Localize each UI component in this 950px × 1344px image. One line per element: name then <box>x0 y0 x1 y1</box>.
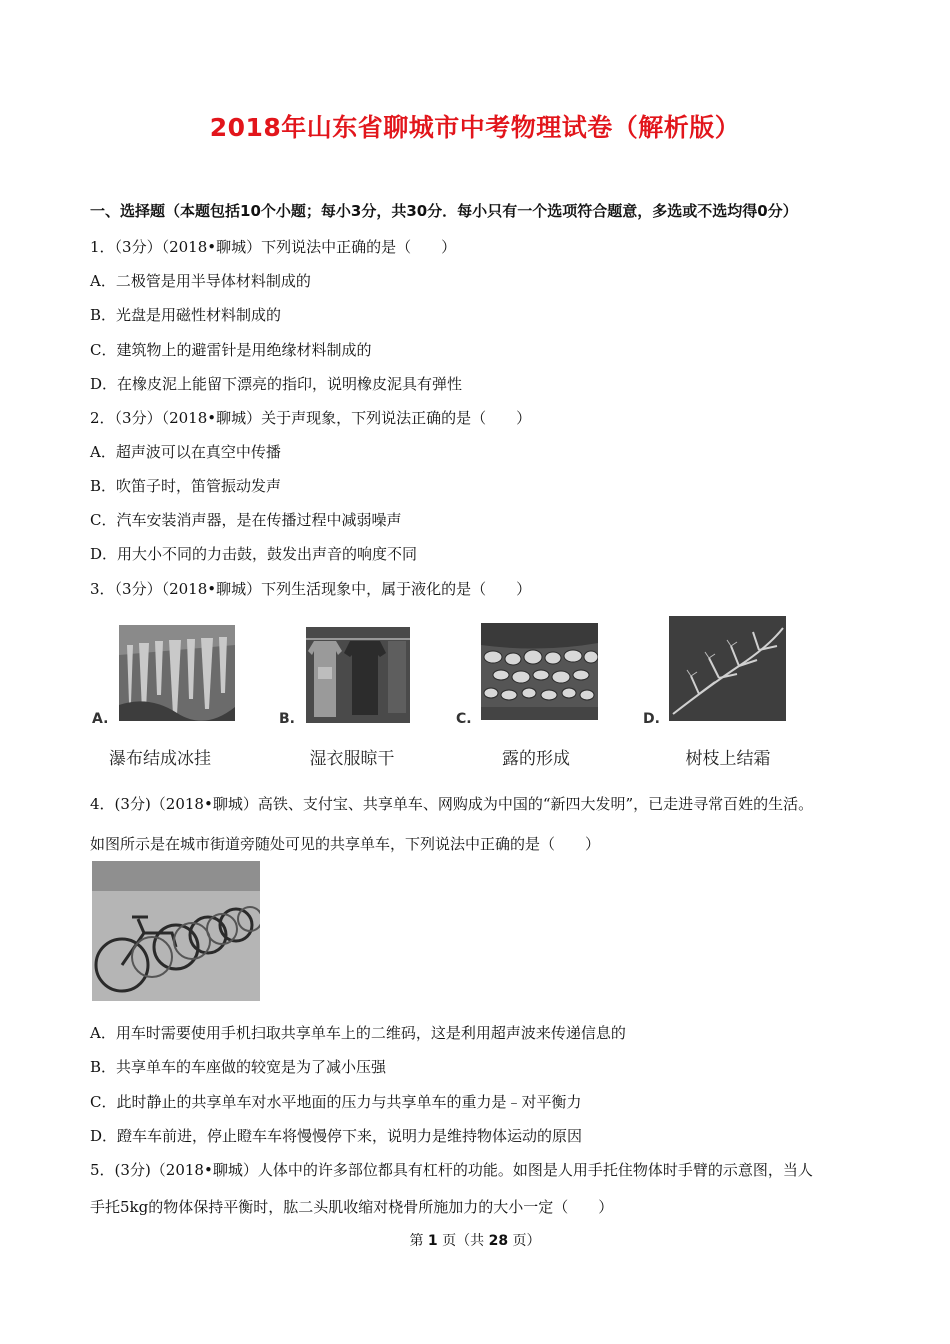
q5-stem-line-1: 5．(3分)（2018•聊城）人体中的许多部位都具有杠杆的功能。如图是人用手托住物体时手臂的示意图，当人 <box>90 1161 813 1179</box>
bicycles-photo-icon <box>92 861 260 1001</box>
q2-option-b: B．吹笛子时，笛管振动发声 <box>90 477 282 495</box>
q3-caption-b: 湿衣服晾干 <box>309 749 395 769</box>
q4-image-shared-bikes <box>92 861 260 1001</box>
q3-letter-a: A. <box>92 711 109 727</box>
q3-caption-c: 露的形成 <box>502 749 570 769</box>
q1-option-c: C．建筑物上的避雷针是用绝缘材料制成的 <box>90 341 372 359</box>
q1-option-d: D．在橡皮泥上能留下漂亮的指印，说明橡皮泥具有弹性 <box>90 375 463 393</box>
q4-stem-line-1: 4．(3分)（2018•聊城）高铁、支付宝、共享单车、网购成为中国的“新四大发明”，已走进寻常百姓的生活。 <box>90 795 814 813</box>
q4-option-c: C．此时静止的共享单车对水平地面的压力与共享单车的重力是﹣对平衡力 <box>90 1093 582 1111</box>
q5-stem-line-2: 手托5kg的物体保持平衡时，肱二头肌收缩对桡骨所施加力的大小一定（ ） <box>90 1198 614 1216</box>
footer-suffix: 页） <box>512 1233 541 1249</box>
document-title: 2018年山东省聊城市中考物理试卷（解析版） <box>209 113 741 142</box>
q3-caption-d: 树枝上结霜 <box>685 749 771 769</box>
dew-drops-photo-icon <box>481 623 598 720</box>
icicle-photo-icon <box>119 625 235 721</box>
q3-image-c-dew <box>481 623 598 720</box>
footer-page-number: 1 <box>427 1233 438 1249</box>
q3-stem: 3．（3分）（2018•聊城）下列生活现象中，属于液化的是（ ） <box>90 580 532 598</box>
q4-option-b: B．共享单车的车座做的较宽是为了减小压强 <box>90 1058 387 1076</box>
section-heading: 一、选择题（本题包括10个小题；每小3分，共30分．每小只有一个选项符合题意，多选或不选均得0分） <box>90 202 798 220</box>
q4-option-a: A．用车时需要使用手机扫取共享单车上的二维码，这是利用超声波来传递信息的 <box>90 1024 626 1042</box>
q2-stem: 2．（3分）（2018•聊城）关于声现象，下列说法正确的是（ ） <box>90 409 532 427</box>
footer-total-pages: 28 <box>488 1233 509 1249</box>
q1-option-a: A．二极管是用半导体材料制成的 <box>90 272 311 290</box>
q3-image-b-drying-clothes <box>306 627 410 723</box>
q2-option-d: D．用大小不同的力击鼓，鼓发出声音的响度不同 <box>90 545 418 563</box>
clothes-photo-icon <box>306 627 410 723</box>
q2-option-c: C．汽车安装消声器，是在传播过程中减弱噪声 <box>90 511 402 529</box>
q3-image-d-frost <box>669 616 786 721</box>
q3-caption-a: 瀑布结成冰挂 <box>109 749 211 769</box>
q3-letter-b: B. <box>279 711 295 727</box>
footer-prefix: 第 <box>409 1233 424 1249</box>
frost-branch-photo-icon <box>669 616 786 721</box>
q4-stem-line-2: 如图所示是在城市街道旁随处可见的共享单车，下列说法中正确的是（ ） <box>90 835 601 853</box>
q3-image-a-frozen-waterfall <box>119 625 235 721</box>
q3-letter-d: D. <box>643 711 660 727</box>
q3-letter-c: C. <box>456 711 472 727</box>
q1-stem: 1．（3分）（2018•聊城）下列说法中正确的是（ ） <box>90 238 457 256</box>
page-footer <box>0 1230 950 1250</box>
footer-middle: 页（共 <box>442 1233 485 1249</box>
q1-option-b: B．光盘是用磁性材料制成的 <box>90 306 282 324</box>
q2-option-a: A．超声波可以在真空中传播 <box>90 443 281 461</box>
q4-option-d: D．蹬车车前进，停止瞪车车将慢慢停下来，说明力是维持物体运动的原因 <box>90 1127 583 1145</box>
